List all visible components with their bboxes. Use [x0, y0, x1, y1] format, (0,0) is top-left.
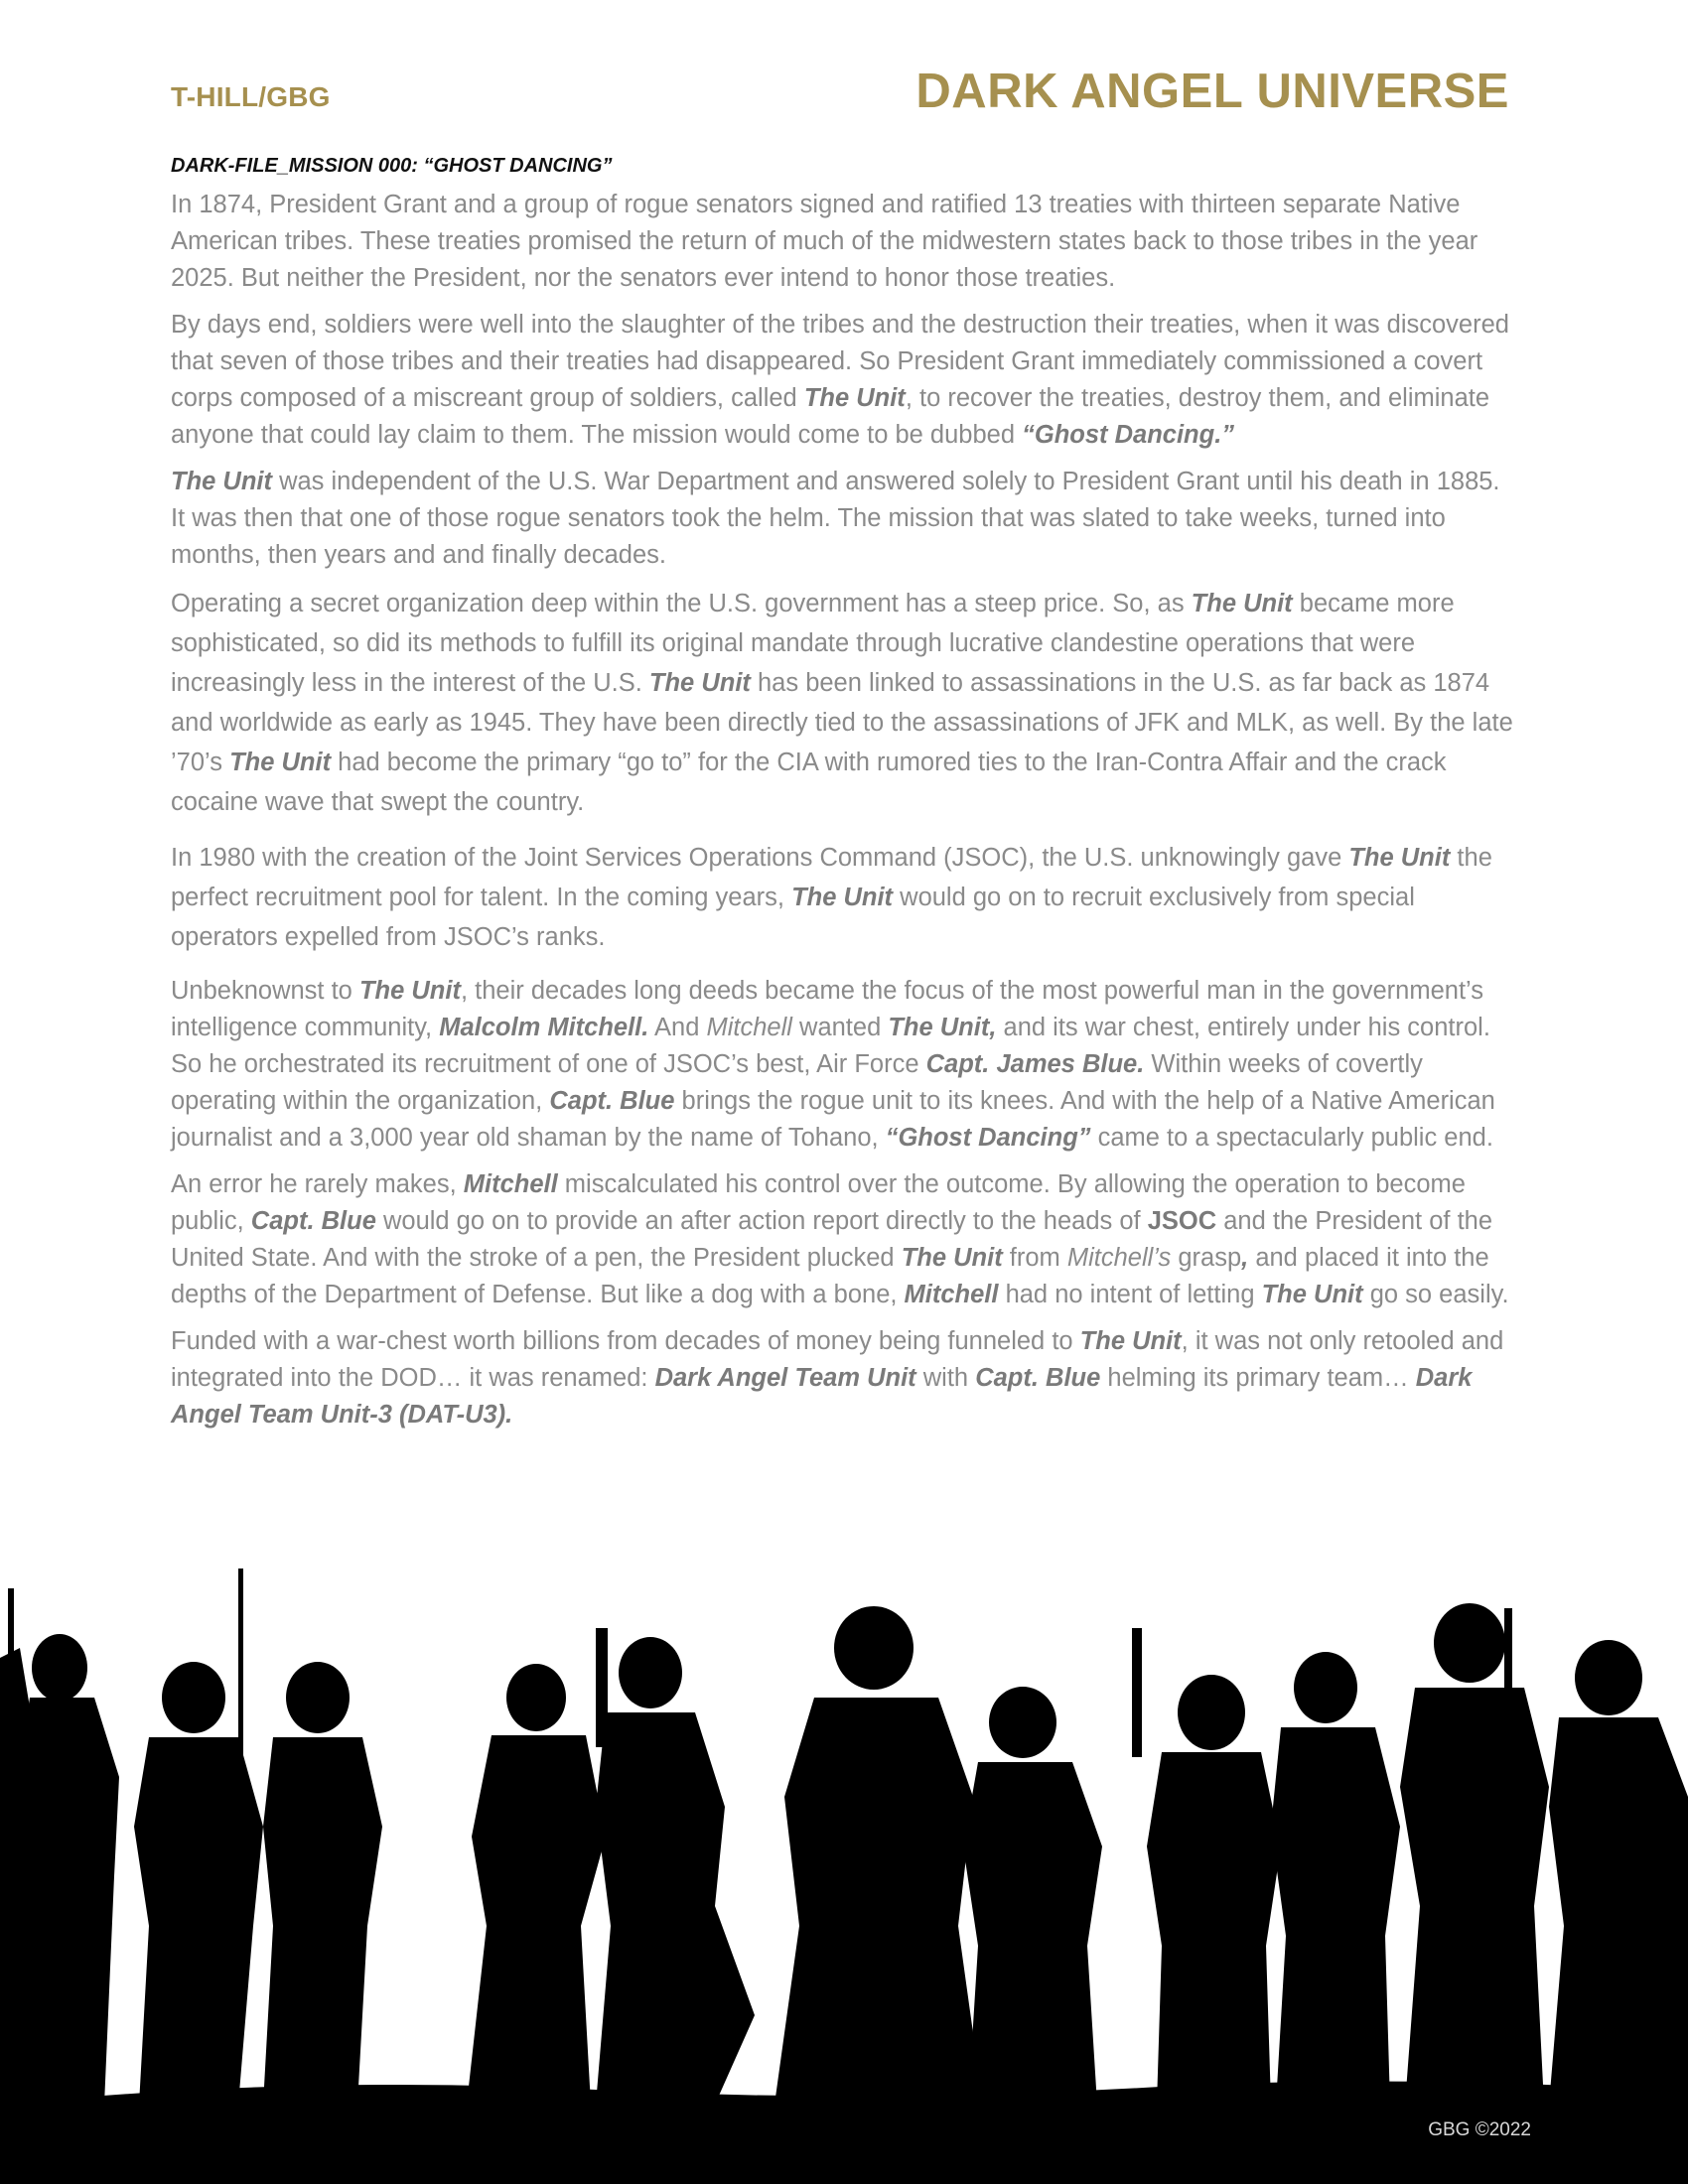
paragraph-text: “Ghost Dancing.” — [1022, 421, 1235, 449]
paragraph-text: Dark Angel Team Unit-3 (DAT-U3). — [171, 1364, 1473, 1429]
paragraph-text: The Unit — [648, 669, 751, 697]
paragraph-text: became more sophisticated, so did its methods to fulfill its original mandate through lucrative clandestine operations that were increasingly less in the interest of the U.S. — [171, 590, 1455, 697]
article-paragraph — [171, 1323, 1513, 1433]
paragraph-text: The Unit — [1191, 590, 1293, 617]
paragraph-text: Capt. Blue — [549, 1087, 675, 1115]
paragraph-text: and placed it into the depths of the Department of Defense. But like a dog with a bone, — [171, 1244, 1489, 1308]
paragraph-text: go so easily. — [1362, 1281, 1509, 1308]
paragraph-text: helming its primary team… — [1100, 1364, 1416, 1392]
paragraph-text: The Unit — [901, 1244, 1003, 1272]
paragraph-text: JSOC — [1147, 1207, 1217, 1235]
page-title: DARK ANGEL UNIVERSE — [915, 65, 1509, 118]
paragraph-text: The Unit — [229, 749, 332, 776]
paragraph-text: The Unit — [803, 384, 906, 412]
paragraph-text: from — [1002, 1244, 1067, 1272]
paragraph-text: The Unit, — [888, 1014, 997, 1041]
paragraph-text: Dark Angel Team Unit — [654, 1364, 916, 1392]
paragraph-text: the perfect recruitment pool for talent. In the coming years, — [171, 844, 1492, 911]
paragraph-text: , it was not only retooled and integrated into the DOD… it was renamed: — [171, 1327, 1504, 1392]
paragraph-text: miscalculated his control over the outcome. By allowing the operation to become public, — [171, 1170, 1466, 1235]
paragraph-text: Funded with a war-chest worth billions from decades of money being funneled to — [171, 1327, 1080, 1355]
paragraph-text: grasp — [1171, 1244, 1242, 1272]
article-paragraph — [171, 973, 1513, 1157]
paragraph-text: , to recover the treaties, destroy them, and eliminate anyone that could lay claim to them. The mission would come to be dubbed — [171, 384, 1490, 449]
paragraph-text: had become the primary “go to” for the CIA with rumored ties to the Iran-Contra Affair and the crack cocaine wave that swept the country. — [171, 749, 1447, 816]
paragraph-text: , their decades long deeds became the focus of the most powerful man in the government’s intelligence community, — [171, 977, 1484, 1041]
paragraph-text: would go on to provide an after action report directly to the heads of — [375, 1207, 1148, 1235]
paragraph-text: Mitchell — [463, 1170, 558, 1198]
paragraph-text: wanted — [791, 1014, 889, 1041]
copyright-text: GBG ©2022 — [1428, 2119, 1531, 2140]
paragraph-text: would go on to recruit exclusively from special operators expelled from JSOC’s ranks. — [171, 884, 1415, 951]
paragraph-text: Unbeknownst to — [171, 977, 359, 1005]
paragraph-text: In 1874, President Grant and a group of rogue senators signed and ratified 13 treaties with thirteen separate Native American tribes. These treaties promised the return of much of the midwestern states back to those tribes in the year 2025. But neither the President, nor the senators ever intend to honor those treaties. — [171, 191, 1478, 292]
paragraph-text: An error he rarely makes, — [171, 1170, 464, 1198]
paragraph-text: The Unit — [358, 977, 461, 1005]
paragraph-text: had no intent of letting — [998, 1281, 1262, 1308]
paragraph-text: with — [915, 1364, 976, 1392]
article-paragraph — [171, 464, 1513, 574]
paragraph-text: Capt. Blue — [250, 1207, 376, 1235]
article-paragraph — [171, 1166, 1513, 1313]
paragraph-text: Capt. Blue — [975, 1364, 1101, 1392]
paragraph-text: , — [1241, 1244, 1249, 1272]
paragraph-text: was independent of the U.S. War Department and answered solely to President Grant until his death in 1885. It was then that one of those rogue senators took the helm. The mission that was slated to take weeks, turned into months, then years and and finally decades. — [171, 468, 1500, 569]
paragraph-text: The Unit — [1261, 1281, 1363, 1308]
article-paragraph — [171, 584, 1513, 822]
paragraph-text: The Unit — [1079, 1327, 1182, 1355]
paragraph-text: The Unit — [791, 884, 894, 911]
paragraph-text: The Unit — [171, 468, 272, 495]
paragraph-text: Capt. James Blue. — [925, 1050, 1145, 1078]
paragraph-text: Operating a secret organization deep within the U.S. government has a steep price. So, as — [171, 590, 1192, 617]
paragraph-text: Within weeks of covertly operating within the organization, — [171, 1050, 1423, 1115]
header-left-label: T-HILL/GBG — [171, 81, 331, 112]
paragraph-text: brings the rogue unit to its knees. And with the help of a Native American journalist and a 3,000 year old shaman by the name of Tohano, — [171, 1087, 1495, 1152]
paragraph-text: The Unit — [1348, 844, 1451, 872]
paragraph-text: Malcolm Mitchell. — [439, 1014, 649, 1041]
article-paragraph — [171, 187, 1513, 297]
soldiers-silhouette-image — [0, 1549, 1688, 2184]
paragraph-text: And — [648, 1014, 707, 1041]
article-paragraph — [171, 838, 1513, 957]
paragraph-text: In 1980 with the creation of the Joint Services Operations Command (JSOC), the U.S. unknowingly gave — [171, 844, 1349, 872]
paragraph-text: Mitchell’s — [1066, 1244, 1172, 1272]
paragraph-text: Mitchell — [904, 1281, 999, 1308]
paragraph-text: came to a spectacularly public end. — [1090, 1124, 1493, 1152]
paragraph-text: and its war chest, entirely under his control. So he orchestrated its recruitment of one of JSOC’s best, Air Force — [171, 1014, 1490, 1078]
paragraph-text: By days end, soldiers were well into the slaughter of the tribes and the destruction their treaties, when it was discovered that seven of those tribes and their treaties had disappeared. So President Grant immediately commissioned a covert corps composed of a miscreant group of soldiers, called — [171, 311, 1509, 412]
paragraph-text: “Ghost Dancing” — [885, 1124, 1091, 1152]
paragraph-text: and the President of the United State. And with the stroke of a pen, the President plucked — [171, 1207, 1493, 1272]
paragraph-text: Mitchell — [706, 1014, 792, 1041]
paragraph-text: has been linked to assassinations in the U.S. as far back as 1874 and worldwide as early as 1945. They have been directly tied to the assassinations of JFK and MLK, as well. By the late ’70’s — [171, 669, 1513, 776]
mission-title: DARK-FILE_MISSION 000: “GHOST DANCING” — [171, 155, 613, 177]
article-paragraph — [171, 307, 1513, 454]
article-body — [171, 187, 1513, 1443]
